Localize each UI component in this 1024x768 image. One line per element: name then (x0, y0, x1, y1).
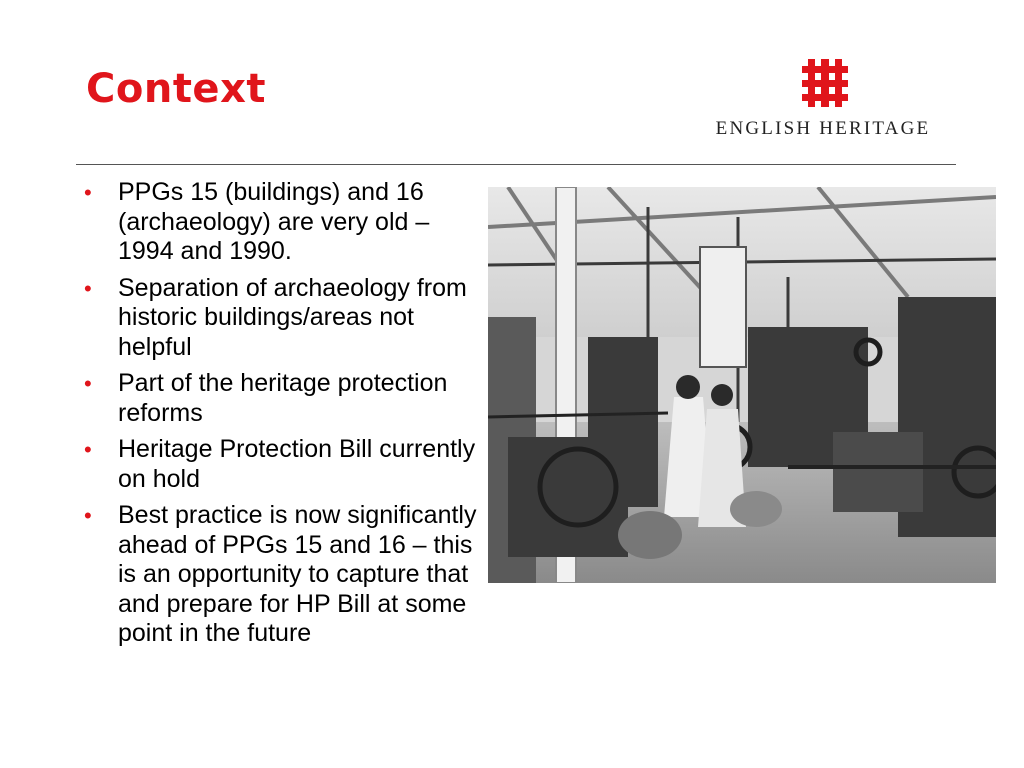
list-item: • Heritage Protection Bill currently on hold (84, 435, 476, 493)
title-divider (76, 164, 956, 165)
english-heritage-logo (690, 56, 956, 140)
list-item: • Part of the heritage protection reforms (84, 369, 448, 427)
list-item: • Separation of archaeology from historic buildings/areas not helpful (84, 273, 467, 361)
english-heritage-portcullis-icon (798, 56, 852, 110)
slide-title: Context (86, 66, 266, 112)
weaving-mill-photo (488, 187, 996, 583)
logo-text: ENGLISH HERITAGE (715, 118, 931, 139)
list-item: • PPGs 15 (buildings) and 16 (archaeology) are very old – 1994 and 1990. (84, 178, 430, 265)
bullet-icon: • (84, 275, 92, 301)
bullet-icon: • (84, 371, 92, 396)
bullet-icon: • (84, 180, 92, 205)
list-item: • Best practice is now significantly ahead of PPGs 15 and 16 – this is an opportunity to capture that and prepare for HP Bill at some point in the future (84, 501, 477, 647)
bullet-icon: • (84, 503, 92, 528)
bullet-list (80, 178, 485, 656)
bullet-icon: • (84, 437, 92, 462)
